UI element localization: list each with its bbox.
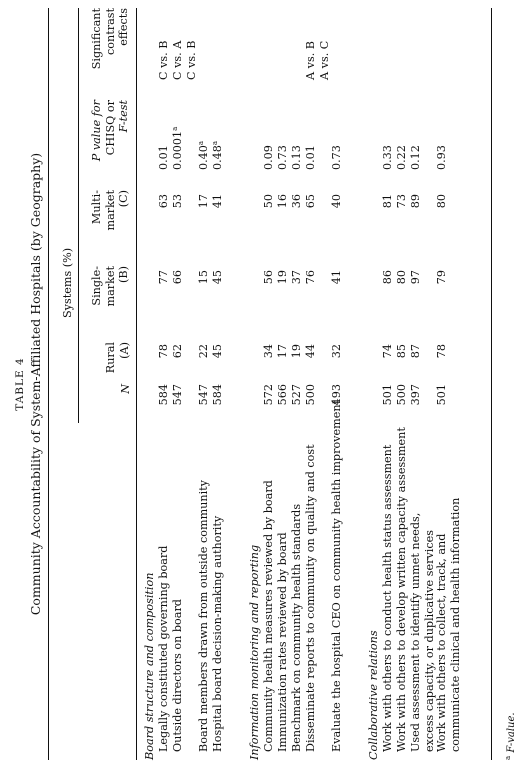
- cell-rural: 87: [409, 344, 422, 359]
- cell-single-market: 80: [395, 270, 408, 285]
- cell-rural: 44: [304, 344, 317, 359]
- cell-rural: 22: [197, 344, 210, 359]
- cell-single-market: 15: [197, 270, 210, 285]
- cell-single-market: 19: [276, 270, 289, 285]
- pvalue-text: 0.33: [381, 145, 394, 170]
- table-number: TABLE 4: [14, 357, 26, 411]
- pvalue-header: P value for CHISQ or F-test: [90, 100, 130, 162]
- cell-single-market: 77: [157, 270, 170, 285]
- section-board: Board structure and composition: [143, 572, 156, 760]
- row-label-continued: excess capacity, or duplicative services: [423, 530, 436, 752]
- cell-multi-market: 16: [276, 194, 289, 209]
- single-market-header: Single- market (B): [90, 266, 130, 307]
- cell-pvalue: [382, 145, 393, 170]
- cell-rural: 17: [276, 344, 289, 359]
- multi-market-header: Multi- market (C): [90, 190, 130, 231]
- cell-multi-market: 81: [381, 194, 394, 209]
- cell-pvalue: [172, 127, 183, 170]
- cell-n: 501: [381, 384, 394, 406]
- cell-rural: 62: [171, 344, 184, 359]
- cell-single-market: 66: [171, 270, 184, 285]
- cell-pvalue: [263, 145, 274, 170]
- cell-rural: 19: [290, 344, 303, 359]
- cell-single-market: 37: [290, 270, 303, 285]
- header-rule: [136, 8, 137, 760]
- cell-multi-market: 53: [171, 194, 184, 209]
- cell-pvalue: [396, 145, 407, 170]
- cell-single-market: 79: [435, 270, 448, 285]
- cell-contrast: C vs. A: [171, 40, 184, 80]
- pvalue-text: 0.09: [262, 145, 275, 170]
- row-label: Benchmark on community health standards: [290, 503, 303, 752]
- cell-n: 572: [262, 384, 275, 406]
- pvalue-text: 0.01: [157, 145, 170, 170]
- cell-single-market: 86: [381, 270, 394, 285]
- cell-pvalue: [212, 141, 223, 170]
- pvalue-text: 0.93: [435, 145, 448, 170]
- cell-n: 500: [395, 384, 408, 406]
- pvalue-footnote-mark: a: [171, 126, 179, 131]
- footnote: $^a$ F-value.: [504, 712, 517, 760]
- pvalue-text: 0.13: [290, 145, 303, 170]
- cell-n: 500: [304, 384, 317, 406]
- cell-contrast: C vs. B: [185, 40, 198, 80]
- pvalue-text: 0.73: [330, 145, 343, 170]
- systems-group-header: Systems (%): [61, 247, 74, 318]
- systems-rule: [78, 8, 79, 423]
- row-label: Legally constituted governing board: [157, 545, 170, 752]
- cell-contrast: A vs. B: [304, 40, 317, 80]
- section-collab: Collaborative relations: [367, 630, 380, 760]
- cell-multi-market: 36: [290, 194, 303, 209]
- row-label: Work with others to conduct health status assessment: [381, 444, 394, 752]
- cell-rural: 74: [381, 344, 394, 359]
- pvalue-text: 0.40: [197, 145, 210, 170]
- row-label: Work with others to collect, track, and: [435, 533, 448, 752]
- cell-contrast: A vs. C: [318, 40, 331, 80]
- cell-n: 397: [409, 384, 422, 406]
- row-label: Outside directors on board: [171, 599, 184, 752]
- section-info: Information monitoring and reporting: [248, 544, 261, 760]
- pvalue-text: 0.48: [211, 145, 224, 170]
- row-label: Work with others to develop written capacity assessment: [395, 427, 408, 752]
- cell-rural: 78: [157, 344, 170, 359]
- pvalue-footnote-mark: a: [197, 140, 205, 146]
- rural-header: Rural (A): [104, 342, 131, 374]
- cell-rural: 32: [330, 344, 343, 359]
- cell-single-market: 76: [304, 270, 317, 285]
- pvalue-text: 0.01: [304, 145, 317, 170]
- cell-single-market: 97: [409, 270, 422, 285]
- cell-n: 501: [435, 384, 448, 406]
- cell-multi-market: 73: [395, 194, 408, 209]
- cell-rural: 45: [211, 344, 224, 359]
- contrast-header: Significant contrast effects: [90, 8, 130, 70]
- cell-pvalue: [158, 145, 169, 170]
- cell-multi-market: 65: [304, 194, 317, 209]
- cell-multi-market: 40: [330, 194, 343, 209]
- cell-pvalue: [410, 145, 421, 170]
- table-title: Community Accountability of System-Affiliated Hospitals (by Geography): [28, 152, 43, 616]
- cell-pvalue: [436, 145, 447, 170]
- pvalue-text: 0.22: [395, 145, 408, 170]
- cell-multi-market: 17: [197, 194, 210, 209]
- row-label: Immunization rates reviewed by board: [276, 532, 289, 752]
- cell-n: 547: [171, 384, 184, 406]
- cell-multi-market: 80: [435, 194, 448, 209]
- row-label-continued: communicate clinical and health information: [449, 497, 462, 752]
- cell-multi-market: 89: [409, 194, 422, 209]
- cell-pvalue: [291, 145, 302, 170]
- n-header: N: [119, 384, 132, 394]
- cell-pvalue: [305, 145, 316, 170]
- cell-single-market: 45: [211, 270, 224, 285]
- cell-rural: 85: [395, 344, 408, 359]
- cell-rural: 78: [435, 344, 448, 359]
- top-rule: [48, 8, 49, 760]
- cell-rural: 34: [262, 344, 275, 359]
- cell-n: 566: [276, 384, 289, 406]
- row-label: Hospital board decision-making authority: [211, 515, 224, 752]
- row-label: Disseminate reports to community on quality and cost: [304, 444, 317, 752]
- cell-pvalue: [277, 145, 288, 170]
- cell-n: 493: [330, 384, 343, 406]
- pvalue-text: 0.0001: [171, 130, 184, 170]
- row-label: Community health measures reviewed by board: [262, 480, 275, 752]
- cell-multi-market: 50: [262, 194, 275, 209]
- cell-pvalue: [198, 141, 209, 170]
- row-label: Used assessment to identify unmet needs,: [409, 512, 422, 752]
- row-label: Board members drawn from outside community: [197, 480, 210, 752]
- pvalue-text: 0.12: [409, 145, 422, 170]
- cell-multi-market: 63: [157, 194, 170, 209]
- cell-n: 584: [211, 384, 224, 406]
- row-label: Evaluate the hospital CEO on community health improvement: [330, 399, 343, 752]
- cell-pvalue: [331, 145, 342, 170]
- cell-n: 584: [157, 384, 170, 406]
- cell-single-market: 41: [330, 270, 343, 285]
- cell-contrast: C vs. B: [157, 40, 170, 80]
- pvalue-footnote-mark: a: [211, 140, 219, 146]
- bottom-rule: [491, 8, 492, 760]
- pvalue-text: 0.73: [276, 145, 289, 170]
- cell-single-market: 56: [262, 270, 275, 285]
- cell-n: 547: [197, 384, 210, 406]
- cell-n: 527: [290, 384, 303, 406]
- cell-multi-market: 41: [211, 194, 224, 209]
